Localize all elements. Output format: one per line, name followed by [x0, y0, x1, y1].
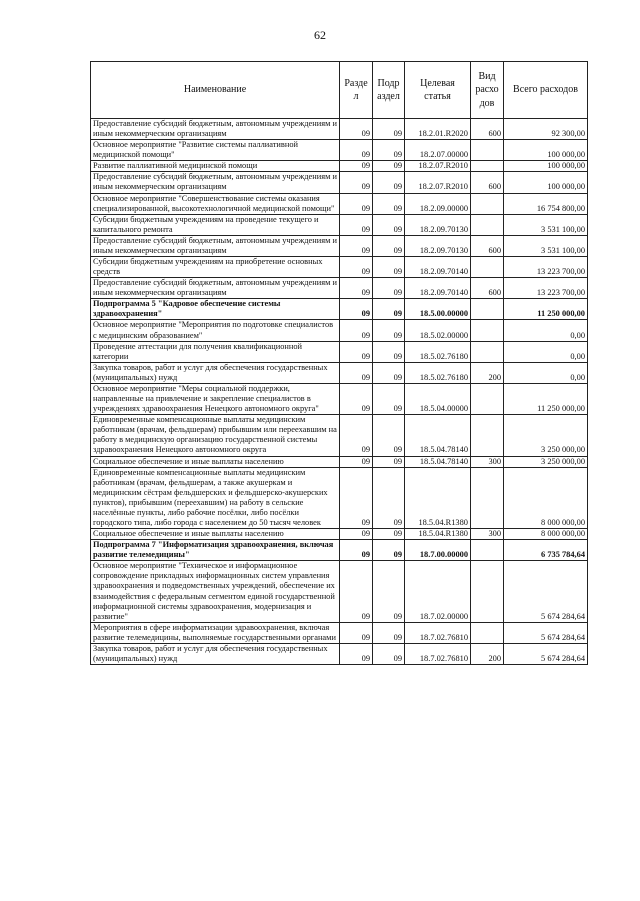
budget-table [90, 61, 588, 665]
cell-razdel: 09 [340, 140, 373, 161]
cell-podrazdel: 09 [373, 193, 405, 214]
cell-podrazdel: 09 [373, 172, 405, 193]
cell-vid [471, 161, 504, 172]
cell-name: Основное мероприятие "Меры социальной поддержки, направленные на привлечение и закрепление специалистов в учреждениях здравоохранения Ненецкого автономного округа" [91, 383, 340, 414]
cell-total: 92 300,00 [504, 119, 588, 140]
cell-vid: 200 [471, 643, 504, 664]
cell-vid [471, 383, 504, 414]
cell-article: 18.5.02.00000 [405, 320, 471, 341]
cell-podrazdel: 09 [373, 467, 405, 528]
cell-article: 18.2.07.R2010 [405, 172, 471, 193]
cell-total: 3 250 000,00 [504, 415, 588, 456]
cell-total: 8 000 000,00 [504, 467, 588, 528]
table-body [91, 119, 588, 665]
table-row [91, 193, 588, 214]
cell-article: 18.2.01.R2020 [405, 119, 471, 140]
cell-article: 18.7.02.76810 [405, 622, 471, 643]
table-row [91, 278, 588, 299]
cell-vid: 200 [471, 362, 504, 383]
table-row [91, 415, 588, 456]
cell-razdel: 09 [340, 456, 373, 467]
cell-vid [471, 140, 504, 161]
cell-razdel: 09 [340, 540, 373, 561]
cell-total: 5 674 284,64 [504, 561, 588, 622]
cell-article: 18.7.00.00000 [405, 540, 471, 561]
header-article: Целевая статья [405, 62, 471, 119]
cell-podrazdel: 09 [373, 362, 405, 383]
cell-article: 18.5.02.76180 [405, 341, 471, 362]
table-row [91, 320, 588, 341]
cell-razdel: 09 [340, 622, 373, 643]
table-row [91, 456, 588, 467]
cell-vid: 300 [471, 529, 504, 540]
cell-article: 18.5.04.78140 [405, 415, 471, 456]
cell-podrazdel: 09 [373, 299, 405, 320]
cell-podrazdel: 09 [373, 529, 405, 540]
cell-name: Подпрограмма 7 "Информатизация здравоохранения, включая развитие телемедицины" [91, 540, 340, 561]
cell-name: Проведение аттестации для получения квалификационной категории [91, 341, 340, 362]
cell-article: 18.2.07.R2010 [405, 161, 471, 172]
cell-total: 8 000 000,00 [504, 529, 588, 540]
cell-razdel: 09 [340, 529, 373, 540]
cell-podrazdel: 09 [373, 415, 405, 456]
cell-razdel: 09 [340, 362, 373, 383]
cell-total: 100 000,00 [504, 172, 588, 193]
cell-podrazdel: 09 [373, 320, 405, 341]
cell-razdel: 09 [340, 119, 373, 140]
cell-name: Подпрограмма 5 "Кадровое обеспечение системы здравоохранения" [91, 299, 340, 320]
header-name: Наименование [91, 62, 340, 119]
cell-total: 6 735 784,64 [504, 540, 588, 561]
table-row [91, 214, 588, 235]
cell-total: 13 223 700,00 [504, 257, 588, 278]
cell-total: 100 000,00 [504, 161, 588, 172]
cell-vid: 600 [471, 172, 504, 193]
cell-total: 0,00 [504, 341, 588, 362]
cell-podrazdel: 09 [373, 383, 405, 414]
table-row [91, 235, 588, 256]
cell-article: 18.2.07.00000 [405, 140, 471, 161]
table-row [91, 161, 588, 172]
cell-article: 18.5.04.R1380 [405, 529, 471, 540]
table-row [91, 257, 588, 278]
header-vid: Вид расхо дов [471, 62, 504, 119]
table-header-row [91, 62, 588, 119]
cell-name: Основное мероприятие "Мероприятия по подготовке специалистов с медицинским образованием" [91, 320, 340, 341]
table-row [91, 362, 588, 383]
cell-article: 18.2.09.70140 [405, 278, 471, 299]
cell-razdel: 09 [340, 214, 373, 235]
cell-name: Субсидии бюджетным учреждениям на проведение текущего и капитального ремонта [91, 214, 340, 235]
cell-vid: 600 [471, 235, 504, 256]
header-total: Всего расходов [504, 62, 588, 119]
cell-razdel: 09 [340, 278, 373, 299]
cell-razdel: 09 [340, 341, 373, 362]
cell-razdel: 09 [340, 383, 373, 414]
table-row [91, 299, 588, 320]
cell-name: Закупка товаров, работ и услуг для обеспечения государственных (муниципальных) нужд [91, 362, 340, 383]
cell-vid [471, 257, 504, 278]
cell-article: 18.5.04.78140 [405, 456, 471, 467]
cell-podrazdel: 09 [373, 257, 405, 278]
cell-razdel: 09 [340, 561, 373, 622]
cell-article: 18.5.04.00000 [405, 383, 471, 414]
cell-name: Социальное обеспечение и иные выплаты населению [91, 529, 340, 540]
cell-vid [471, 214, 504, 235]
cell-podrazdel: 09 [373, 540, 405, 561]
header-podrazdel: Подр аздел [373, 62, 405, 119]
table-row [91, 119, 588, 140]
cell-podrazdel: 09 [373, 278, 405, 299]
cell-article: 18.5.02.76180 [405, 362, 471, 383]
cell-article: 18.7.02.00000 [405, 561, 471, 622]
cell-podrazdel: 09 [373, 341, 405, 362]
table-row [91, 172, 588, 193]
table-row [91, 467, 588, 528]
table-row [91, 140, 588, 161]
cell-article: 18.2.09.70140 [405, 257, 471, 278]
cell-razdel: 09 [340, 415, 373, 456]
cell-podrazdel: 09 [373, 140, 405, 161]
cell-razdel: 09 [340, 172, 373, 193]
cell-total: 5 674 284,64 [504, 643, 588, 664]
table-row [91, 540, 588, 561]
cell-razdel: 09 [340, 299, 373, 320]
cell-name: Предоставление субсидий бюджетным, автономным учреждениям и иным некоммерческим организациям [91, 235, 340, 256]
cell-vid [471, 193, 504, 214]
cell-vid [471, 622, 504, 643]
cell-name: Основное мероприятие "Совершенствование системы оказания специализированной, высокотехнологичной медицинской помощи" [91, 193, 340, 214]
cell-total: 5 674 284,64 [504, 622, 588, 643]
cell-podrazdel: 09 [373, 622, 405, 643]
cell-podrazdel: 09 [373, 561, 405, 622]
cell-vid [471, 320, 504, 341]
cell-article: 18.7.02.76810 [405, 643, 471, 664]
cell-article: 18.2.09.70130 [405, 214, 471, 235]
cell-total: 16 754 800,00 [504, 193, 588, 214]
cell-razdel: 09 [340, 235, 373, 256]
cell-name: Основное мероприятие "Развитие системы паллиативной медицинской помощи" [91, 140, 340, 161]
cell-name: Единовременные компенсационные выплаты медицинским работникам (врачам, фельдшерам, а также акушеркам и медицинским сёстрам фельдшерских и фельдшерско-акушерских пунктов), прибывшим (переехавшим) на работу в сельские населённые пункты, либо рабочие посёлки, либо посёлки городского типа, либо города с населением до 50 тысяч человек [91, 467, 340, 528]
cell-podrazdel: 09 [373, 643, 405, 664]
cell-name: Социальное обеспечение и иные выплаты населению [91, 456, 340, 467]
cell-podrazdel: 09 [373, 119, 405, 140]
cell-vid [471, 299, 504, 320]
cell-article: 18.2.09.00000 [405, 193, 471, 214]
cell-vid [471, 540, 504, 561]
cell-total: 13 223 700,00 [504, 278, 588, 299]
cell-name: Предоставление субсидий бюджетным, автономным учреждениям и иным некоммерческим организациям [91, 278, 340, 299]
cell-name: Развитие паллиативной медицинской помощи [91, 161, 340, 172]
cell-name: Предоставление субсидий бюджетным, автономным учреждениям и иным некоммерческим организациям [91, 119, 340, 140]
page-number: 62 [314, 28, 326, 42]
cell-vid [471, 467, 504, 528]
cell-vid [471, 415, 504, 456]
cell-podrazdel: 09 [373, 235, 405, 256]
cell-name: Мероприятия в сфере информатизации здравоохранения, включая развитие телемедицины, выполняемые государственными органами [91, 622, 340, 643]
cell-total: 3 531 100,00 [504, 214, 588, 235]
cell-total: 11 250 000,00 [504, 383, 588, 414]
cell-razdel: 09 [340, 193, 373, 214]
cell-vid: 600 [471, 278, 504, 299]
cell-total: 11 250 000,00 [504, 299, 588, 320]
table-row [91, 383, 588, 414]
cell-vid: 300 [471, 456, 504, 467]
cell-name: Единовременные компенсационные выплаты медицинским работникам (врачам, фельдшерам) прибывшим или переехавшим на работу в медицинскую организацию государственной системы здравоохранения Ненецкого автономного округа [91, 415, 340, 456]
cell-vid [471, 561, 504, 622]
cell-article: 18.5.00.00000 [405, 299, 471, 320]
header-razdel: Разде л [340, 62, 373, 119]
cell-razdel: 09 [340, 320, 373, 341]
cell-podrazdel: 09 [373, 161, 405, 172]
cell-name: Субсидии бюджетным учреждениям на приобретение основных средств [91, 257, 340, 278]
table-row [91, 561, 588, 622]
cell-article: 18.2.09.70130 [405, 235, 471, 256]
cell-podrazdel: 09 [373, 456, 405, 467]
table-row [91, 529, 588, 540]
cell-total: 0,00 [504, 362, 588, 383]
cell-razdel: 09 [340, 643, 373, 664]
table-row [91, 622, 588, 643]
cell-razdel: 09 [340, 467, 373, 528]
table-row [91, 341, 588, 362]
cell-name: Предоставление субсидий бюджетным, автономным учреждениям и иным некоммерческим организациям [91, 172, 340, 193]
cell-total: 100 000,00 [504, 140, 588, 161]
cell-total: 3 250 000,00 [504, 456, 588, 467]
cell-podrazdel: 09 [373, 214, 405, 235]
table-row [91, 643, 588, 664]
cell-vid [471, 341, 504, 362]
cell-razdel: 09 [340, 161, 373, 172]
cell-article: 18.5.04.R1380 [405, 467, 471, 528]
cell-total: 3 531 100,00 [504, 235, 588, 256]
cell-vid: 600 [471, 119, 504, 140]
cell-total: 0,00 [504, 320, 588, 341]
cell-razdel: 09 [340, 257, 373, 278]
cell-name: Основное мероприятие "Техническое и информационное сопровождение прикладных информационных систем управления здравоохранения и подведомственных учреждений, обеспечение их взаимодействия с федеральным сегментом единой государственной информационной системы здравоохранения, модернизация и развитие" [91, 561, 340, 622]
cell-name: Закупка товаров, работ и услуг для обеспечения государственных (муниципальных) нужд [91, 643, 340, 664]
